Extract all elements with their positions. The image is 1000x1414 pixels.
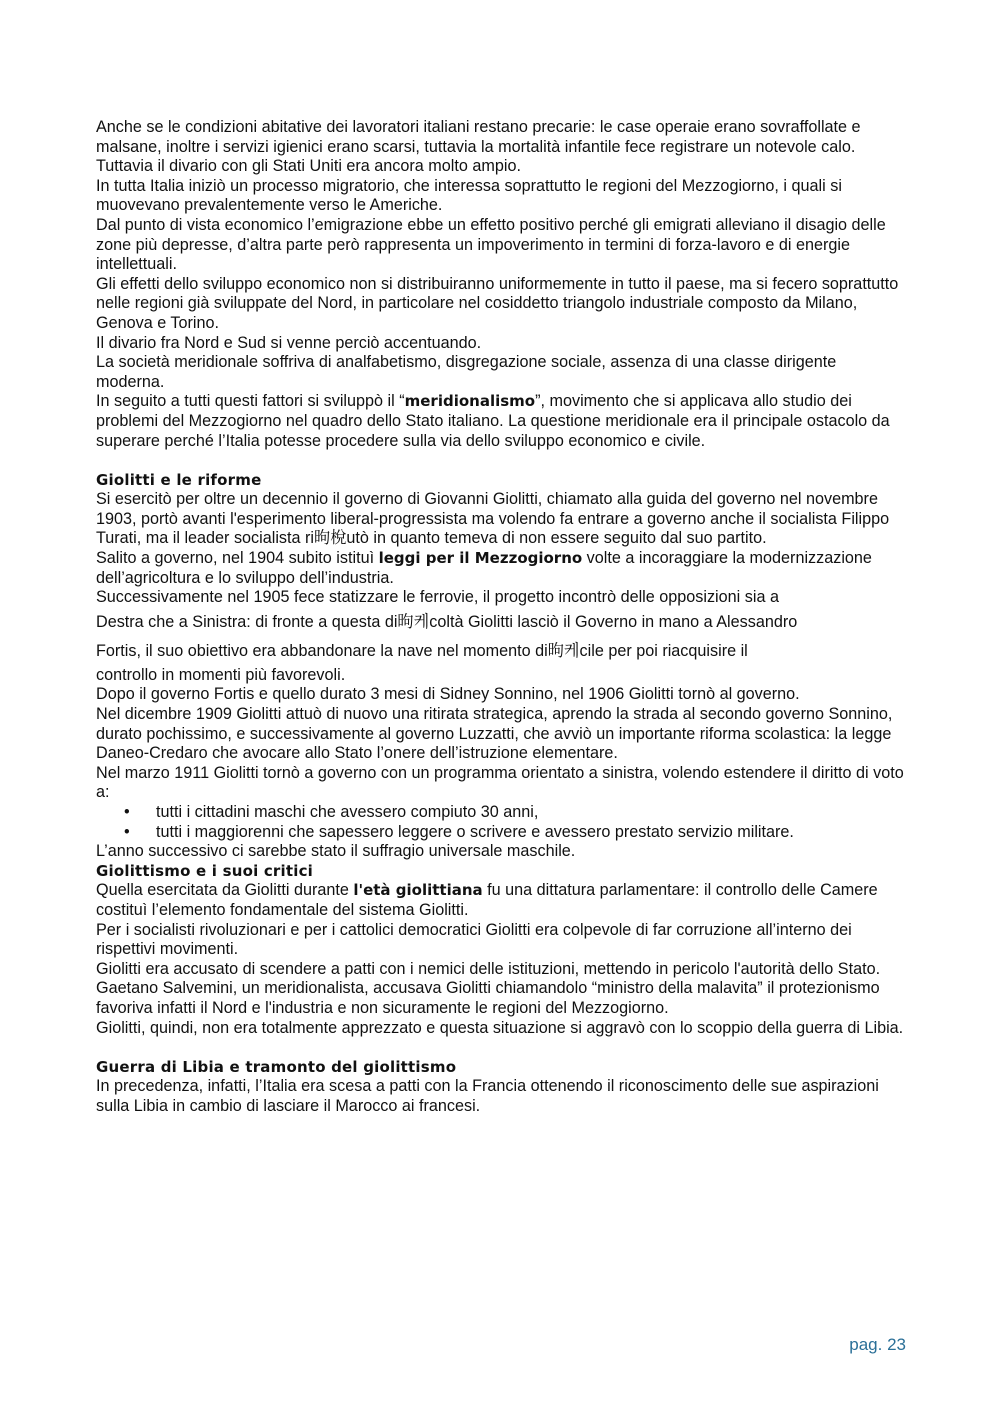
spacer — [96, 1038, 908, 1058]
section-heading: Giolittismo e i suoi critici — [96, 861, 314, 880]
giolittismo-section — [96, 862, 908, 1038]
giolitti-section — [96, 471, 908, 862]
document-page — [96, 118, 908, 1117]
paragraph: Giolitti era accusato di scendere a patti con i nemici delle istituzioni, mettendo in pericolo l'autorità dello Stato. — [96, 959, 881, 978]
paragraph: Gaetano Salvemini, un meridionalista, accusava Giolitti chiamandolo “ministro della malavita” il protezionismo favoriva infatti il Nord e l'industria e non sicuramente le regioni del Mezzogiorno. — [96, 979, 880, 1017]
list-item — [96, 803, 908, 823]
paragraph: Nel marzo 1911 Giolitti tornò a governo con un programma orientato a sinistra, volendo estendere il diritto di voto a: — [96, 763, 904, 802]
paragraph: Dopo il governo Fortis e quello durato 3 mesi di Sidney Sonnino, nel 1906 Giolitti tornò al governo. — [96, 685, 800, 704]
paragraph: Tuttavia il divario con gli Stati Uniti era ancora molto ampio. — [96, 157, 521, 176]
bold-term: meridionalismo — [404, 392, 536, 411]
bullet-icon: • — [124, 803, 130, 821]
bold-term: leggi per il Mezzogiorno — [378, 549, 583, 568]
bullet-list — [96, 803, 908, 842]
text-run: volte a incoraggiare la modernizzazione dell’agricoltura e lo sviluppo dell’industria. — [96, 549, 872, 587]
paragraph: Si esercitò per oltre un decennio il governo di Giovanni Giolitti, chiamato alla guida del governo nel novembre 1903, portò avanti l'esperimento liberal-progressista ma volendo fa entrare a governo anche il socialista Filippo Turati, ma il leader socialista ri昫梲utò in quanto temeva di non essere seguito dal suo partito. — [96, 490, 890, 548]
paragraph-line: Successivamente nel 1905 fece statizzare le ferrovie, il progetto incontrò delle opposizioni sia a — [96, 588, 779, 607]
section-heading: Giolitti e le riforme — [96, 470, 262, 489]
intro-section — [96, 118, 908, 451]
paragraph: Per i socialisti rivoluzionari e per i cattolici democratici Giolitti era colpevole di far corruzione all’interno dei rispettivi movimenti. — [96, 920, 852, 959]
text-run: Quella esercitata da Giolitti durante — [96, 881, 354, 900]
paragraph: L’anno successivo ci sarebbe stato il suffragio universale maschile. — [96, 842, 576, 861]
paragraph — [96, 881, 908, 920]
text-run: Salito a governo, nel 1904 subito istituì — [96, 549, 379, 568]
paragraph: La società meridionale soffriva di analfabetismo, disgregazione sociale, assenza di una classe dirigente moderna. — [96, 353, 837, 391]
paragraph-line: Destra che a Sinistra: di fronte a questa di昫케coltà Giolitti lasciò il Governo in mano a Alessandro — [96, 612, 798, 631]
paragraph: In precedenza, infatti, l’Italia era scesa a patti con la Francia ottenendo il riconoscimento delle sue aspirazioni sulla Libia in cambio di lasciare il Marocco ai francesi. — [96, 1077, 879, 1115]
text-run: fu una dittatura parlamentare: il controllo delle Camere costituì l’elemento fondamentale del sistema Giolitti. — [96, 881, 878, 919]
section-heading: Guerra di Libia e tramonto del giolittismo — [96, 1057, 457, 1076]
paragraph: Giolitti, quindi, non era totalmente apprezzato e questa situazione si aggravò con lo scoppio della guerra di Libia. — [96, 1018, 904, 1037]
bullet-icon: • — [124, 822, 130, 841]
libia-section — [96, 1058, 908, 1117]
paragraph: In tutta Italia iniziò un processo migratorio, che interessa soprattutto le regioni del Mezzogiorno, i quali si muovevano prevalentemente verso le Americhe. — [96, 176, 842, 215]
paragraph — [96, 549, 908, 588]
bold-term: l'età giolittiana — [353, 881, 483, 900]
paragraph-line: Fortis, il suo obiettivo era abbandonare la nave nel momento di昫케cile per poi riacquisire il — [96, 641, 748, 660]
list-item-text: tutti i maggiorenni che sapessero leggere o scrivere e avessero prestato servizio militare. — [156, 822, 794, 841]
paragraph: Il divario fra Nord e Sud si venne perciò accentuando. — [96, 333, 482, 352]
paragraph: Dal punto di vista economico l’emigrazione ebbe un effetto positivo perché gli emigrati alleviano il disagio delle zone più depresse, d’altra parte però rappresenta un impoverimento in termini di forza-lavoro e di energie intellettuali. — [96, 215, 886, 274]
paragraph — [96, 392, 908, 451]
paragraph: Gli effetti dello sviluppo economico non si distribuiranno uniformemente in tutto il paese, ma si fecero soprattutto nelle regioni già sviluppate del Nord, in particolare nel cosiddetto triangolo industriale composto da Milano, Genova e Torino. — [96, 274, 899, 332]
list-item — [96, 823, 908, 843]
paragraph: Nel dicembre 1909 Giolitti attuò di nuovo una ritirata strategica, aprendo la strada al secondo governo Sonnino, durato pochissimo, e successivamente al governo Luzzatti, che avviò un importante riforma scolastica: la legge Daneo-Credaro che avocare allo Stato l’onere dell’istruzione elementare. — [96, 705, 893, 763]
spacer — [96, 451, 908, 471]
text-run: ”, movimento che si applicava allo studio dei problemi del Mezzogiorno nel quadro dello Stato italiano. La questione meridionale era il principale ostacolo da superare perché l’Italia potesse procedere sulla via dello sviluppo economico e civile. — [96, 392, 890, 450]
paragraph-line: controllo in momenti più favorevoli. — [96, 665, 346, 684]
list-item-text: tutti i cittadini maschi che avessero compiuto 30 anni, — [156, 803, 539, 821]
page-number: pag. 23 — [849, 1335, 906, 1354]
paragraph: Anche se le condizioni abitative dei lavoratori italiani restano precarie: le case operaie erano sovraffollate e malsane, inoltre i servizi igienici erano scarsi, tuttavia la mortalità infantile fece registrare un notevole calo. — [96, 118, 861, 156]
text-run: In seguito a tutti questi fattori si sviluppò il “ — [96, 392, 405, 411]
